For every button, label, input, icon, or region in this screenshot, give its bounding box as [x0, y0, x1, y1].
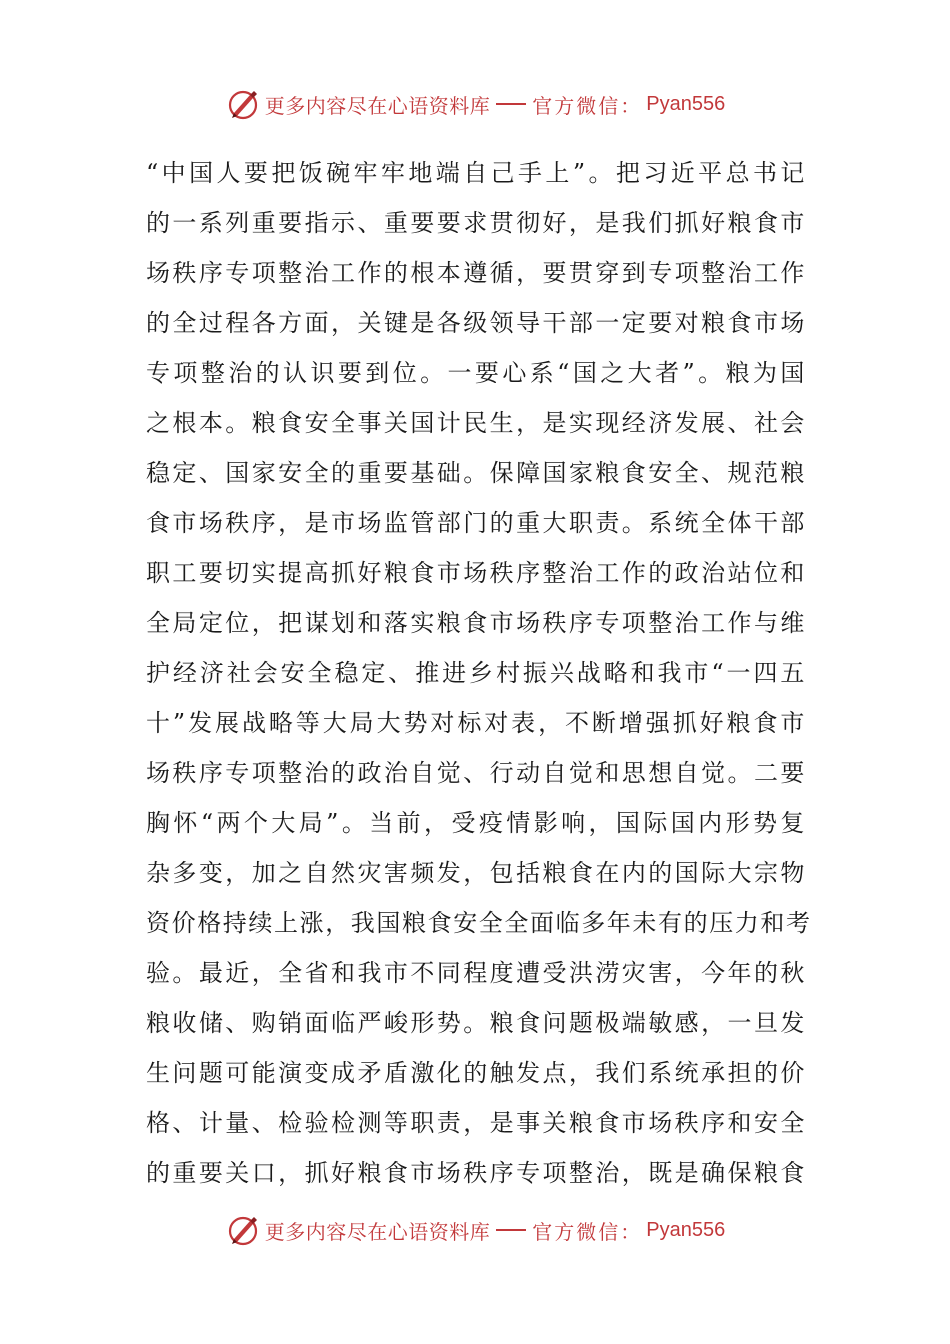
body-line-2: 的一系列重要指示、重要要求贯彻好，是我们抓好粮食市	[146, 209, 806, 237]
body-line-15: 杂多变，加之自然灾害频发，包括粮食在内的国际大宗物	[146, 859, 806, 887]
body-line-16: 资价格持续上涨，我国粮食安全全面临多年未有的压力和考	[146, 909, 812, 937]
footer-wechat-id: Pyan556	[646, 1218, 726, 1241]
document-body	[146, 148, 812, 1198]
header-wechat-label: 官方微信：	[532, 93, 643, 118]
footer-dash	[496, 1229, 526, 1231]
body-line-4: 的全过程各方面，关键是各级领导干部一定要对粮食市场	[146, 309, 806, 337]
body-line-3: 场秩序专项整治工作的根本遵循，要贯穿到专项整治工作	[146, 259, 806, 287]
body-line-8: 食市场秩序，是市场监管部门的重大职责。系统全体干部	[146, 509, 806, 537]
body-line-20: 格、计量、检验检测等职责，是事关粮食市场秩序和安全	[146, 1109, 806, 1137]
body-line-7: 稳定、国家安全的重要基础。保障国家粮食安全、规范粮	[146, 459, 806, 487]
footer-brand-text: 更多内容尽在心语资料库	[264, 1219, 491, 1244]
pen-circle-logo-icon	[225, 86, 261, 122]
header-banner	[0, 84, 950, 124]
header-dash	[496, 103, 526, 105]
header-wechat-id: Pyan556	[646, 92, 726, 115]
body-line-6: 之根本。粮食安全事关国计民生，是实现经济发展、社会	[146, 409, 806, 437]
body-line-9: 职工要切实提高抓好粮食市场秩序整治工作的政治站位和	[146, 559, 806, 587]
body-line-1: “中国人要把饭碗牢牢地端自己手上”。把习近平总书记	[146, 159, 806, 187]
body-line-11: 护经济社会安全稳定、推进乡村振兴战略和我市“一四五	[146, 659, 806, 687]
pen-circle-logo-icon	[225, 1212, 261, 1248]
body-line-21: 的重要关口，抓好粮食市场秩序专项整治，既是确保粮食	[146, 1159, 806, 1187]
body-line-14: 胸怀“两个大局”。当前，受疫情影响，国际国内形势复	[146, 809, 806, 837]
body-line-12: 十”发展战略等大局大势对标对表，不断增强抓好粮食市	[146, 709, 806, 737]
body-line-18: 粮收储、购销面临严峻形势。粮食问题极端敏感，一旦发	[146, 1009, 806, 1037]
body-line-10: 全局定位，把谋划和落实粮食市场秩序专项整治工作与维	[146, 609, 806, 637]
footer-wechat-label: 官方微信：	[532, 1219, 643, 1244]
header-brand-text: 更多内容尽在心语资料库	[264, 93, 491, 118]
footer-banner	[0, 1210, 950, 1250]
body-line-19: 生问题可能演变成矛盾激化的触发点，我们系统承担的价	[146, 1059, 806, 1087]
body-line-13: 场秩序专项整治的政治自觉、行动自觉和思想自觉。二要	[146, 759, 806, 787]
body-line-5: 专项整治的认识要到位。一要心系“国之大者”。粮为国	[146, 359, 806, 387]
body-line-17: 验。最近，全省和我市不同程度遭受洪涝灾害，今年的秋	[146, 959, 806, 987]
